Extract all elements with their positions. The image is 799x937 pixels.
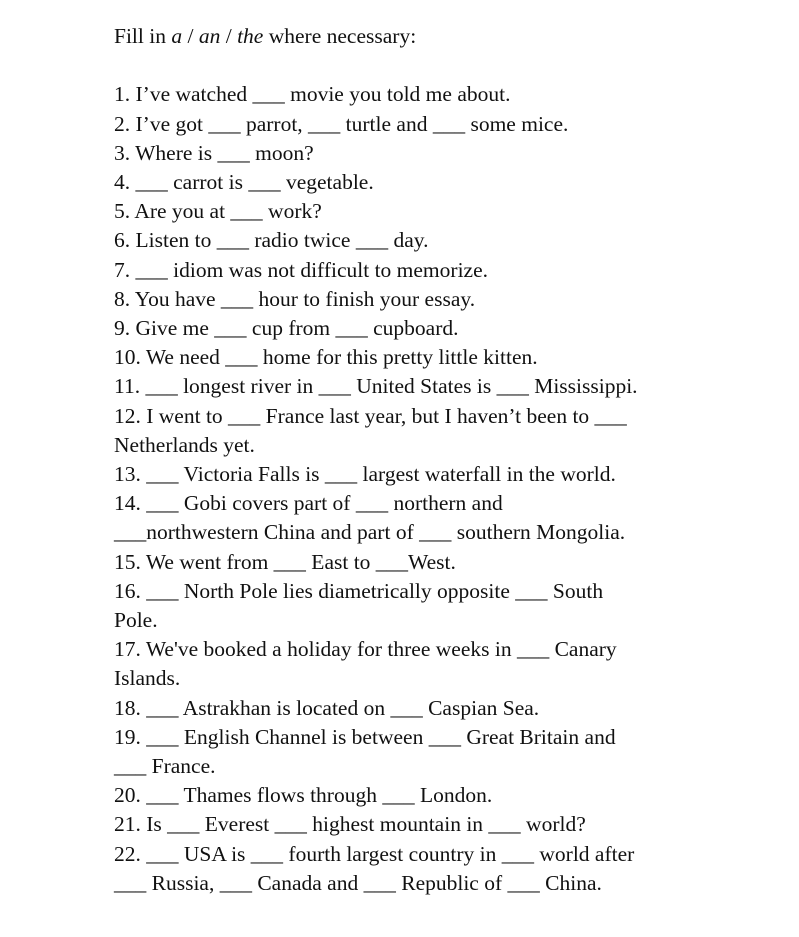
exercise-line: ___ France. [114, 754, 216, 779]
exercise-line: 7. ___ idiom was not difficult to memorize. [114, 257, 489, 282]
exercise-line: 16. ___ North Pole lies diametrically opposite ___ South [114, 578, 604, 603]
option-an: an [198, 24, 221, 48]
exercise-line: ___ Russia, ___ Canada and ___ Republic of ___ China. [114, 870, 602, 895]
exercise-line: 12. I went to ___ France last year, but I haven’t been to ___ [114, 403, 627, 428]
instruction-separator: / [220, 24, 238, 48]
exercise-line: 2. I’ve got ___ parrot, ___ turtle and ___ some mice. [114, 111, 569, 136]
exercise-line: ___northwestern China and part of ___ southern Mongolia. [114, 520, 626, 545]
exercise-line: 21. Is ___ Everest ___ highest mountain in ___ world? [114, 812, 586, 837]
exercise-line: 5. Are you at ___ work? [114, 199, 322, 224]
exercise-line: 10. We need ___ home for this pretty little kitten. [114, 345, 538, 370]
exercise-line: 19. ___ English Channel is between ___ Great Britain and [114, 724, 616, 749]
exercise-line: 20. ___ Thames flows through ___ London. [114, 783, 493, 808]
instruction-prefix: Fill in [114, 24, 172, 48]
exercise-line: 3. Where is ___ moon? [114, 140, 314, 165]
worksheet [114, 22, 754, 898]
option-a: a [171, 24, 183, 48]
option-the: the [237, 24, 264, 48]
instruction-separator: / [182, 24, 199, 48]
exercise-line: 13. ___ Victoria Falls is ___ largest waterfall in the world. [114, 462, 616, 487]
exercise-line: 9. Give me ___ cup from ___ cupboard. [114, 316, 459, 341]
exercise-line: 6. Listen to ___ radio twice ___ day. [114, 228, 429, 253]
exercise-list [114, 80, 754, 898]
exercise-line: 22. ___ USA is ___ fourth largest country in ___ world after [114, 841, 635, 866]
instruction-suffix: where necessary: [263, 24, 417, 48]
exercise-line: 18. ___ Astrakhan is located on ___ Caspian Sea. [114, 695, 540, 720]
exercise-line: 11. ___ longest river in ___ United States is ___ Mississippi. [114, 374, 638, 399]
exercise-line: 4. ___ carrot is ___ vegetable. [114, 170, 374, 194]
exercise-line: 17. We've booked a holiday for three weeks in ___ Canary [114, 637, 617, 662]
exercise-line: Islands. [114, 666, 181, 691]
exercise-line: Netherlands yet. [114, 432, 255, 457]
exercise-line: 14. ___ Gobi covers part of ___ northern and [114, 491, 503, 516]
exercise-line: 1. I’ve watched ___ movie you told me about. [114, 82, 511, 107]
exercise-line: Pole. [114, 608, 158, 633]
exercise-line: 8. You have ___ hour to finish your essay. [114, 286, 476, 311]
exercise-line: 15. We went from ___ East to ___West. [114, 549, 456, 574]
instruction-heading [114, 22, 754, 51]
